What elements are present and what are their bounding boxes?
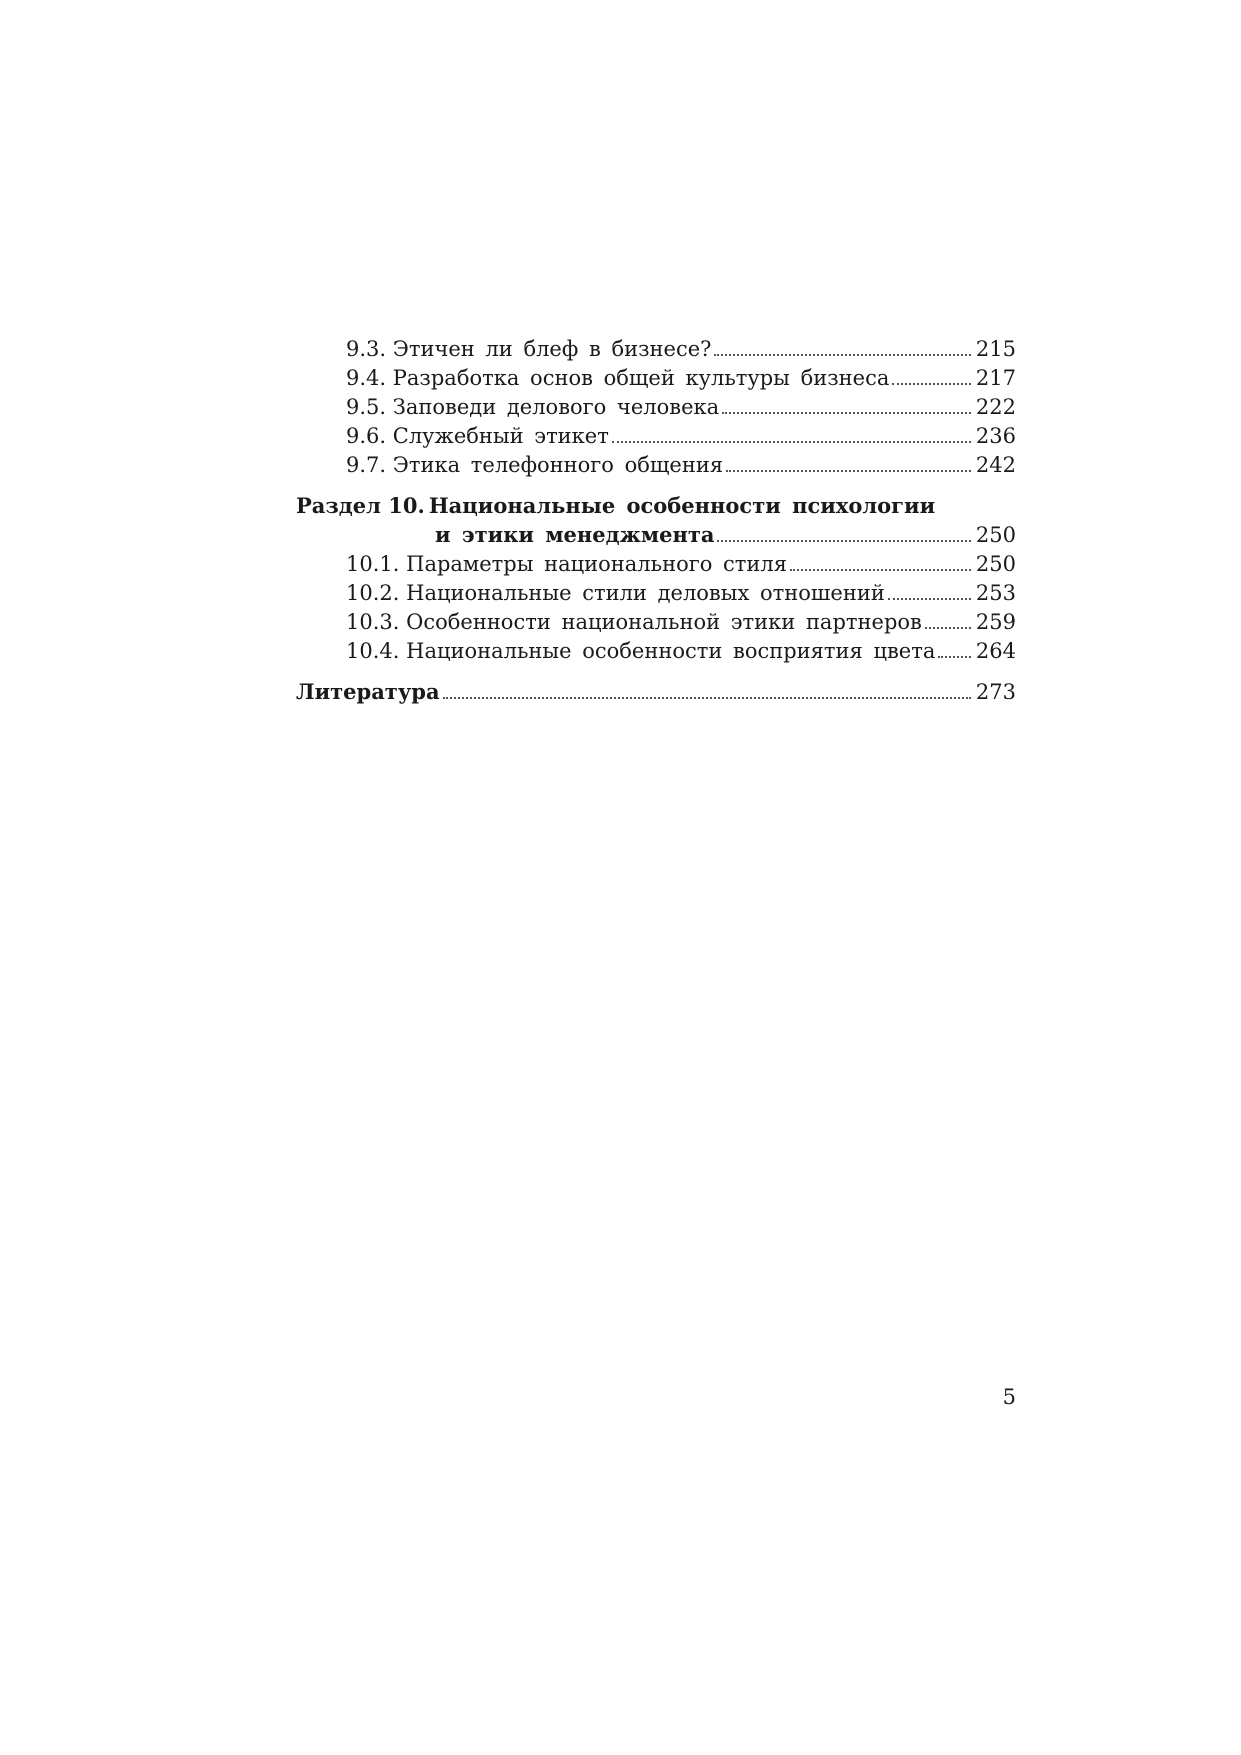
entry-number: 10.2. — [346, 581, 400, 605]
section-page: 250 — [975, 523, 1016, 547]
dot-leader — [790, 569, 971, 571]
toc-entry-9-6[interactable] — [296, 422, 1016, 451]
toc-entry-9-5[interactable] — [296, 393, 1016, 422]
entry-page: 242 — [975, 453, 1016, 477]
entry-title: Национальные особенности восприятия цвета — [406, 639, 936, 663]
toc-entry-9-3[interactable] — [296, 335, 1016, 364]
entry-number: 10.3. — [346, 610, 400, 634]
entry-page: 222 — [975, 395, 1016, 419]
entry-page: 250 — [975, 552, 1016, 576]
entry-number: 9.4. — [346, 366, 387, 390]
dot-leader — [717, 540, 970, 542]
page-number: 5 — [1002, 1385, 1016, 1409]
entry-title: Этичен ли блеф в бизнесе? — [392, 337, 712, 361]
dot-leader — [443, 697, 971, 699]
dot-leader — [938, 656, 971, 658]
dot-leader — [722, 412, 971, 414]
toc-section-10[interactable] — [296, 491, 1016, 550]
toc-entry-10-2[interactable] — [296, 579, 1016, 608]
entry-title: Разработка основ общей культуры бизнеса — [392, 366, 890, 390]
entry-page: 215 — [975, 337, 1016, 361]
entry-number: 9.5. — [346, 395, 387, 419]
toc-entry-9-4[interactable] — [296, 364, 1016, 393]
dot-leader — [892, 383, 971, 385]
section-label: Раздел 10. — [296, 493, 425, 518]
entry-title: Этика телефонного общения — [392, 453, 724, 477]
entry-title: Заповеди делового человека — [392, 395, 720, 419]
entry-number: 10.4. — [346, 639, 400, 663]
entry-number: 9.7. — [346, 453, 387, 477]
entry-title: Особенности национальной этики партнеров — [406, 610, 922, 634]
dot-leader — [612, 441, 971, 443]
section-heading-continuation — [296, 520, 1016, 550]
entry-title: Служебный этикет — [392, 424, 609, 448]
toc-entry-literature[interactable] — [296, 677, 1016, 707]
literature-page: 273 — [975, 680, 1016, 704]
dot-leader — [714, 354, 970, 356]
section-heading — [296, 491, 1016, 520]
toc-entry-9-7[interactable] — [296, 451, 1016, 480]
entry-page: 264 — [975, 639, 1016, 663]
dot-leader — [925, 627, 971, 629]
toc-entry-10-3[interactable] — [296, 608, 1016, 637]
entry-number: 9.3. — [346, 337, 387, 361]
entry-page: 259 — [975, 610, 1016, 634]
dot-leader — [726, 470, 971, 472]
section-title-line2: и этики менеджмента — [435, 522, 715, 547]
toc-entry-10-1[interactable] — [296, 550, 1016, 579]
entry-number: 9.6. — [346, 424, 387, 448]
entry-number: 10.1. — [346, 552, 400, 576]
entry-title: Национальные стили деловых отношений — [406, 581, 885, 605]
entry-page: 253 — [975, 581, 1016, 605]
section-title-line1: Национальные особенности психологии — [428, 493, 936, 518]
entry-page: 236 — [975, 424, 1016, 448]
entry-page: 217 — [975, 366, 1016, 390]
literature-title: Литература — [296, 679, 440, 704]
dot-leader — [888, 598, 971, 600]
table-of-contents — [296, 335, 1016, 707]
toc-entry-10-4[interactable] — [296, 637, 1016, 666]
entry-title: Параметры национального стиля — [406, 552, 788, 576]
